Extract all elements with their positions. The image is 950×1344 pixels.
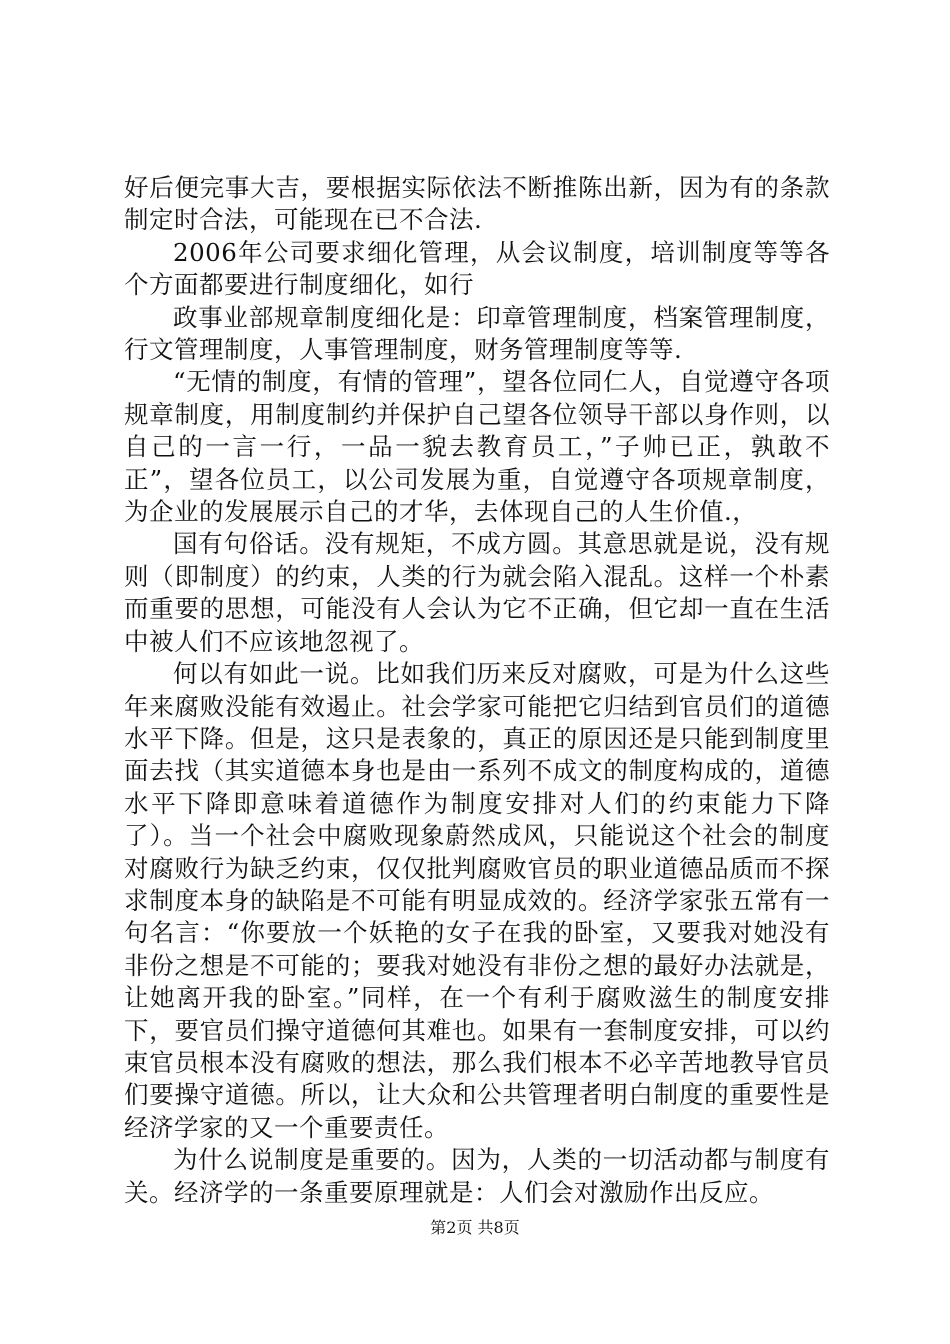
paragraph-2: 2006年公司要求细化管理，从会议制度，培训制度等等各个方面都要进行制度细化，如行 <box>124 237 830 300</box>
paragraph-3: 政事业部规章制度细化是：印章管理制度，档案管理制度，行文管理制度，人事管理制度，财务管理制度等等. <box>124 302 830 365</box>
paragraph-7: 为什么说制度是重要的。因为，人类的一切活动都与制度有关。经济学的一条重要原理就是：人们会对激励作出反应。 <box>124 1145 830 1207</box>
paragraph-1: 好后便完事大吉，要根据实际依法不断推陈出新，因为有的条款制定时合法，可能现在已不合法. <box>124 173 830 235</box>
page-number-footer: 第2页 共8页 <box>430 1218 520 1237</box>
paragraph-6: 何以有如此一说。比如我们历来反对腐败，可是为什么这些年来腐败没能有效遏止。社会学家可能把它归结到官员们的道德水平下降。但是，这只是表象的，真正的原因还是只能到制度里面去找（其实道德本身也是由一系列不成文的制度构成的，道德水平下降即意味着道德作为制度安排对人们的约束能力下降了）。当一个社会中腐败现象蔚然成风，只能说这个社会的制度对腐败行为缺乏约束，仅仅批判腐败官员的职业道德品质而不探求制度本身的缺陷是不可能有明显成效的。经济学家张五常有一句名言：“你要放一个妖艳的女子在我的卧室，又要我对她没有非份之想是不可能的；要我对她没有非份之想的最好办法就是，让她离开我的卧室。”同样，在一个有利于腐败滋生的制度安排下，要官员们操守道德何其难也。如果有一套制度安排，可以约束官员根本没有腐败的想法，那么我们根本不必辛苦地教导官员们要操守道德。所以，让大众和公共管理者明白制度的重要性是经济学家的又一个重要责任。 <box>124 659 830 1142</box>
paragraph-5: 国有句俗话。没有规矩，不成方圆。其意思就是说，没有规则（即制度）的约束，人类的行为就会陷入混乱。这样一个朴素而重要的思想，可能没有人会认为它不正确，但它却一直在生活中被人们不应该地忽视了。 <box>124 529 830 656</box>
document-body <box>124 172 830 1209</box>
paragraph-4: “无情的制度，有情的管理”，望各位同仁人，自觉遵守各项规章制度，用制度制约并保护自己望各位领导干部以身作则，以自己的一言一行，一品一貌去教育员工，”子帅已正，孰敢不正”，望各位员工，以公司发展为重，自觉遵守各项规章制度，为企业的发展展示自己的才华，去体现自己的人生价值.， <box>124 367 830 527</box>
